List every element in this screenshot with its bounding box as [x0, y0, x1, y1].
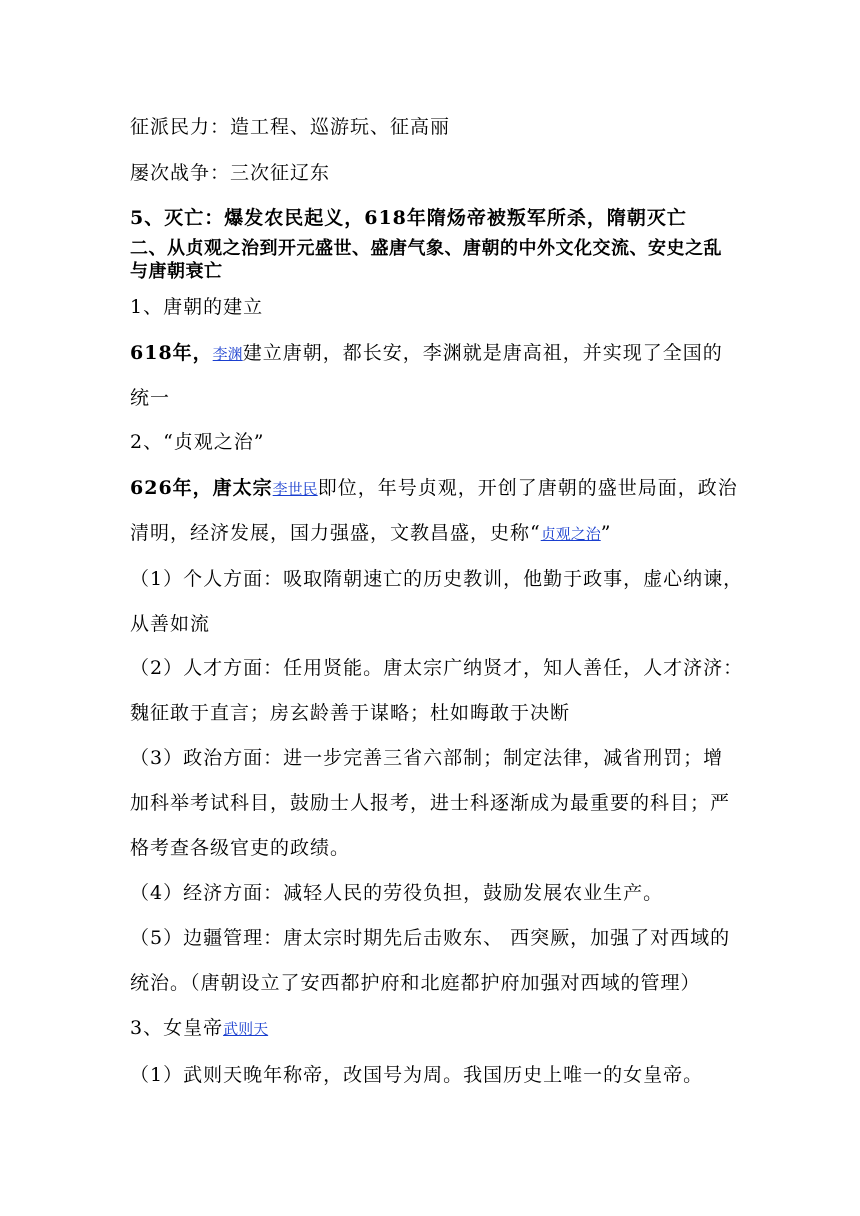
- item-empress-1: （1）武则天晚年称帝，改国号为周。我国历史上唯一的女皇帝。: [130, 1064, 704, 1086]
- item-personal-line2: 从善如流: [130, 613, 211, 635]
- paragraph-zhenguan-line2: [130, 521, 611, 546]
- subheading-zhenguan: 2、“贞观之治”: [130, 431, 265, 453]
- item-frontier-line1: （5）边疆管理：唐太宗时期先后击败东、 西突厥，加强了对西域的: [130, 927, 731, 949]
- item-economy: （4）经济方面：减轻人民的劳役负担，鼓励发展农业生产。: [130, 882, 664, 904]
- item-frontier-line2: 统治。（唐朝设立了安西都护府和北庭都护府加强对西域的管理）: [130, 972, 701, 994]
- link-zhenguan-zhizhi[interactable]: 贞观之治: [540, 525, 601, 543]
- section-heading-tang: 二、从贞观之治到开元盛世、盛唐气象、唐朝的中外文化交流、安史之乱: [130, 238, 722, 259]
- item-talent-line2: 魏征敢于直言；房玄龄善于谋略；杜如晦敢于决断: [130, 702, 571, 724]
- subheading-empress: [130, 1016, 268, 1041]
- text-fragment: 即位，年号贞观，开创了唐朝的盛世局面，政治: [317, 477, 738, 499]
- paragraph-zhenguan-line1: [130, 476, 738, 501]
- text-line-repeated-wars: 屡次战争：三次征辽东: [130, 162, 331, 184]
- section-heading-tang-cont: 与唐朝衰亡: [130, 261, 223, 282]
- text-fragment: 618年，: [130, 342, 213, 364]
- link-li-shimin[interactable]: 李世民: [272, 480, 318, 498]
- link-wu-zetian[interactable]: 武则天: [223, 1020, 269, 1038]
- text-fragment: ”: [600, 522, 612, 544]
- paragraph-founding-line2: 统一: [130, 387, 171, 409]
- text-line-sui-fall: 5、灭亡：爆发农民起义，618年隋炀帝被叛军所杀，隋朝灭亡: [130, 207, 687, 229]
- item-personal-line1: （1）个人方面：吸取隋朝速亡的历史教训，他勤于政事，虚心纳谏，: [130, 568, 744, 590]
- text-fragment: 建立唐朝，都长安，李渊就是唐高祖，并实现了全国的: [242, 342, 723, 364]
- text-fragment: 3、女皇帝: [130, 1017, 224, 1039]
- text-fragment: 626年，唐太宗: [130, 477, 273, 499]
- subheading-tang-founding: 1、唐朝的建立: [130, 296, 264, 318]
- text-fragment: 清明，经济发展，国力强盛，文教昌盛，史称“: [130, 522, 541, 544]
- item-talent-line1: （2）人才方面：任用贤能。唐太宗广纳贤才，知人善任，人才济济：: [130, 657, 744, 679]
- item-politics-line2: 加科举考试科目，鼓励士人报考，进士科逐渐成为最重要的科目；严: [130, 792, 731, 814]
- paragraph-founding-line1: [130, 341, 723, 366]
- text-line-levy-labor: 征派民力：造工程、巡游玩、征高丽: [130, 116, 451, 138]
- item-politics-line3: 格考查各级官吏的政绩。: [130, 837, 351, 859]
- link-li-yuan[interactable]: 李渊: [212, 345, 243, 363]
- item-politics-line1: （3）政治方面：进一步完善三省六部制；制定法律，减省刑罚；增: [130, 747, 724, 769]
